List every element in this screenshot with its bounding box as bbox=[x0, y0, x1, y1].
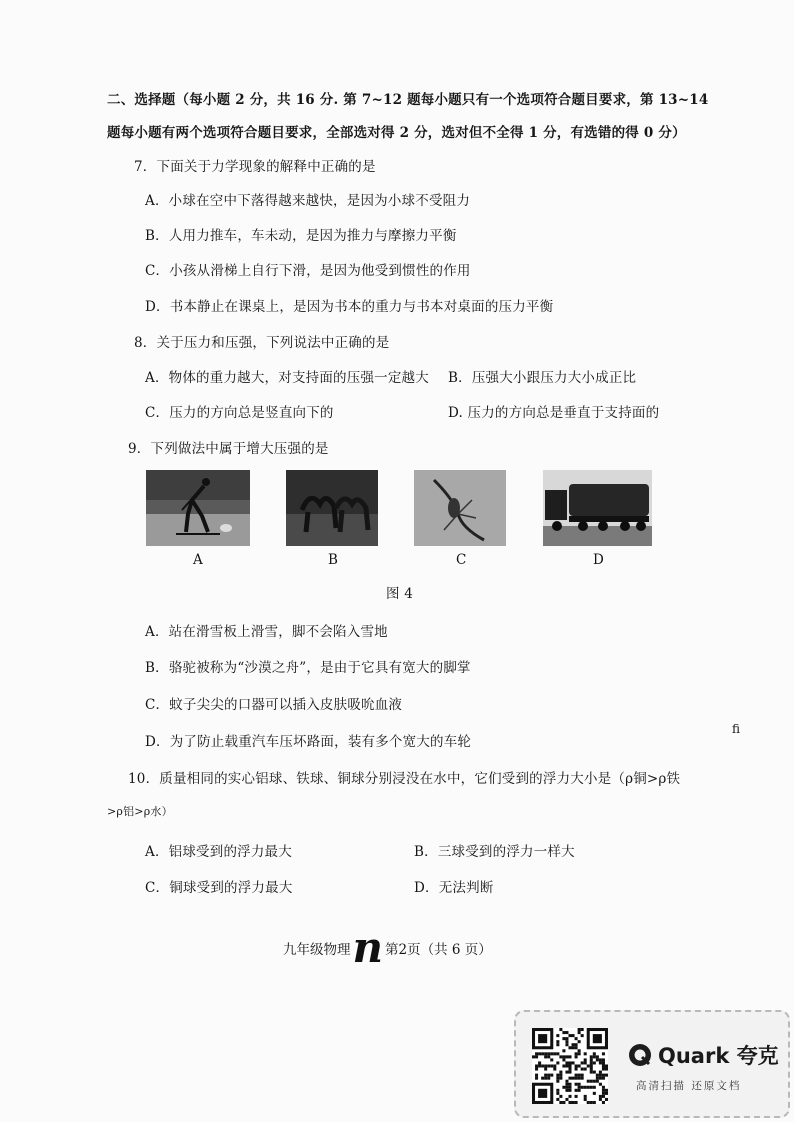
stray-mark: fi bbox=[732, 722, 741, 736]
page-footer bbox=[283, 915, 492, 972]
q7-stem: 7．下面关于力学现象的解释中正确的是 bbox=[134, 159, 376, 175]
figure-photo-mosquito bbox=[414, 470, 506, 546]
q9-option-a: A．站在滑雪板上滑雪，脚不会陷入雪地 bbox=[145, 624, 388, 640]
footer-subject: 九年级物理 bbox=[283, 942, 351, 958]
footer-handwritten-mark: n bbox=[352, 923, 384, 972]
section-header-line2: 题每小题有两个选项符合题目要求，全部选对得 2 分，选对但不全得 1 分，有选错的得 0 分） bbox=[107, 125, 686, 141]
section-header-line1: 二、选择题（每小题 2 分，共 16 分. 第 7~12 题每小题只有一个选项符合题目要求，第 13~14 bbox=[107, 92, 709, 108]
figure-label-d: D bbox=[593, 552, 604, 568]
quark-slogan: 高清扫描 还原文档 bbox=[636, 1080, 742, 1092]
q9-option-d: D．为了防止载重汽车压坏路面，装有多个宽大的车轮 bbox=[145, 734, 472, 750]
figure-photo-camels bbox=[286, 470, 378, 546]
quark-logo-icon bbox=[628, 1043, 652, 1072]
quark-brand-text: Quark 夸克 bbox=[658, 1044, 779, 1068]
q7-option-d: D．书本静止在课桌上，是因为书本的重力与书本对桌面的压力平衡 bbox=[145, 299, 554, 315]
q10-option-d: D．无法判断 bbox=[414, 880, 494, 896]
q9-stem: 9．下列做法中属于增大压强的是 bbox=[128, 441, 329, 457]
quark-watermark bbox=[514, 1010, 790, 1118]
q8-option-b: B．压强大小跟压力大小成正比 bbox=[448, 370, 637, 386]
q10-stem-line2: >ρ铝>ρ水） bbox=[107, 805, 173, 818]
q7-option-a: A．小球在空中下落得越来越快，是因为小球不受阻力 bbox=[145, 193, 471, 209]
q8-option-c: C．压力的方向总是竖直向下的 bbox=[145, 405, 334, 421]
figure-photo-skier bbox=[146, 470, 250, 546]
q10-option-a: A．铝球受到的浮力最大 bbox=[145, 844, 292, 860]
quark-brand bbox=[628, 1040, 779, 1072]
qr-code-icon bbox=[532, 1028, 608, 1104]
q10-option-c: C．铜球受到的浮力最大 bbox=[145, 880, 293, 896]
q7-option-c: C．小孩从滑梯上自行下滑，是因为他受到惯性的作用 bbox=[145, 263, 471, 279]
q8-stem: 8．关于压力和压强，下列说法中正确的是 bbox=[134, 335, 390, 351]
q10-option-b: B．三球受到的浮力一样大 bbox=[414, 844, 575, 860]
q8-option-d: D. 压力的方向总是垂直于支持面的 bbox=[448, 405, 660, 421]
q7-option-b: B．人用力推车，车未动，是因为推力与摩擦力平衡 bbox=[145, 228, 457, 244]
figure-label-a: A bbox=[193, 552, 203, 568]
figure-label-b: B bbox=[328, 552, 338, 568]
footer-page-number: 第2页（共 6 页） bbox=[385, 942, 492, 958]
q9-option-c: C．蚊子尖尖的口器可以插入皮肤吸吮血液 bbox=[145, 697, 403, 713]
figure-label-c: C bbox=[456, 552, 467, 568]
q10-stem-line1: 10．质量相同的实心铝球、铁球、铜球分别浸没在水中，它们受到的浮力大小是（ρ铜>ρ铁 bbox=[128, 771, 681, 787]
figure-caption: 图 4 bbox=[386, 586, 413, 602]
q8-option-a: A．物体的重力越大，对支持面的压强一定越大 bbox=[145, 370, 429, 386]
q9-option-b: B．骆驼被称为“沙漠之舟”，是由于它具有宽大的脚掌 bbox=[145, 660, 471, 676]
figure-photo-truck bbox=[543, 470, 652, 546]
